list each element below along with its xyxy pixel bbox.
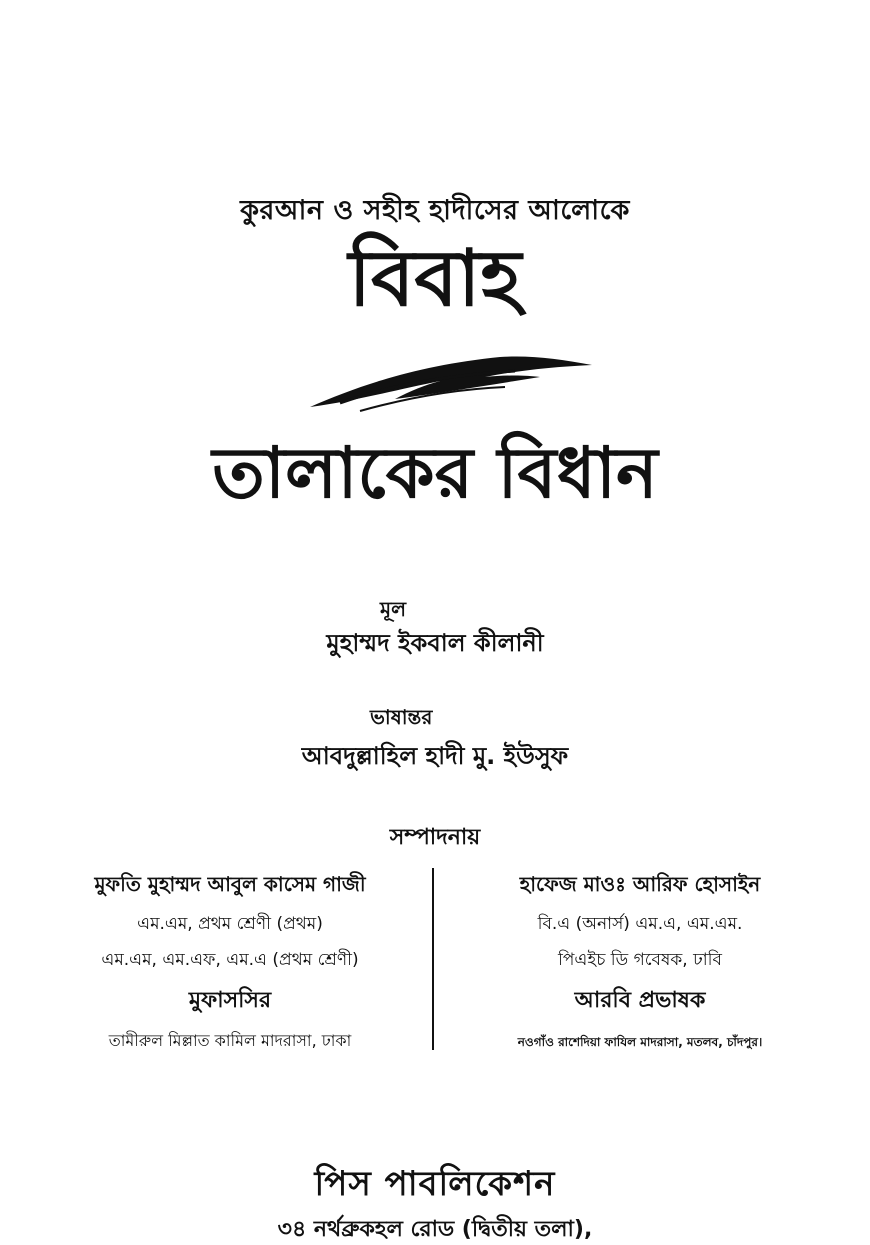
editor-right-qualification-2: পিএইচ ডি গবেষক, ঢাবি xyxy=(558,950,722,970)
book-title-line-2: তালাকের বিধান xyxy=(212,432,658,514)
editor-left-role: মুফাসসির xyxy=(188,988,272,1013)
editor-left-name: মুফতি মুহাম্মদ আবুল কাসেম গাজী xyxy=(94,872,366,896)
original-author: মুহাম্মদ ইকবাল কীলানী xyxy=(326,629,544,657)
book-title-line-1: বিবাহ xyxy=(348,234,522,324)
editor-right-institution: নওগাঁও রাশেদিয়া ফাযিল মাদরাসা, মতলব, চাঁদপুর। xyxy=(517,1035,763,1049)
editing-label: সম্পাদনায় xyxy=(389,825,481,850)
editor-left-block xyxy=(30,870,430,1055)
editor-left-institution: তামীরুল মিল্লাত কামিল মাদরাসা, ঢাকা xyxy=(108,1031,352,1050)
editor-right-qualification-1: বি.এ (অনার্স) এম.এ, এম.এম. xyxy=(537,914,743,934)
editor-right-role: আরবি প্রভাষক xyxy=(574,988,706,1013)
editor-left-qualification-2: এম.এম, এম.এফ, এম.এ (প্রথম শ্রেণী) xyxy=(101,950,359,970)
publisher-name: পিস পাবলিকেশন xyxy=(314,1164,556,1204)
column-divider xyxy=(432,868,434,1050)
pen-flourish-icon xyxy=(300,345,600,420)
book-subtitle: কুরআন ও সহীহ হাদীসের আলোকে xyxy=(240,195,630,226)
translator-name: আবদুল্লাহিল হাদী মু. ইউসুফ xyxy=(301,742,569,770)
editor-right-block xyxy=(440,870,840,1054)
original-label: মূল xyxy=(380,597,407,621)
translation-label: ভাষান্তর xyxy=(370,705,433,729)
editor-left-qualification-1: এম.এম, প্রথম শ্রেণী (প্রথম) xyxy=(137,914,323,934)
publisher-address: ৩৪ নর্থব্রুকহল রোড (দ্বিতীয় তলা), xyxy=(277,1217,593,1242)
editor-right-name: হাফেজ মাওঃ আরিফ হোসাইন xyxy=(519,872,761,896)
